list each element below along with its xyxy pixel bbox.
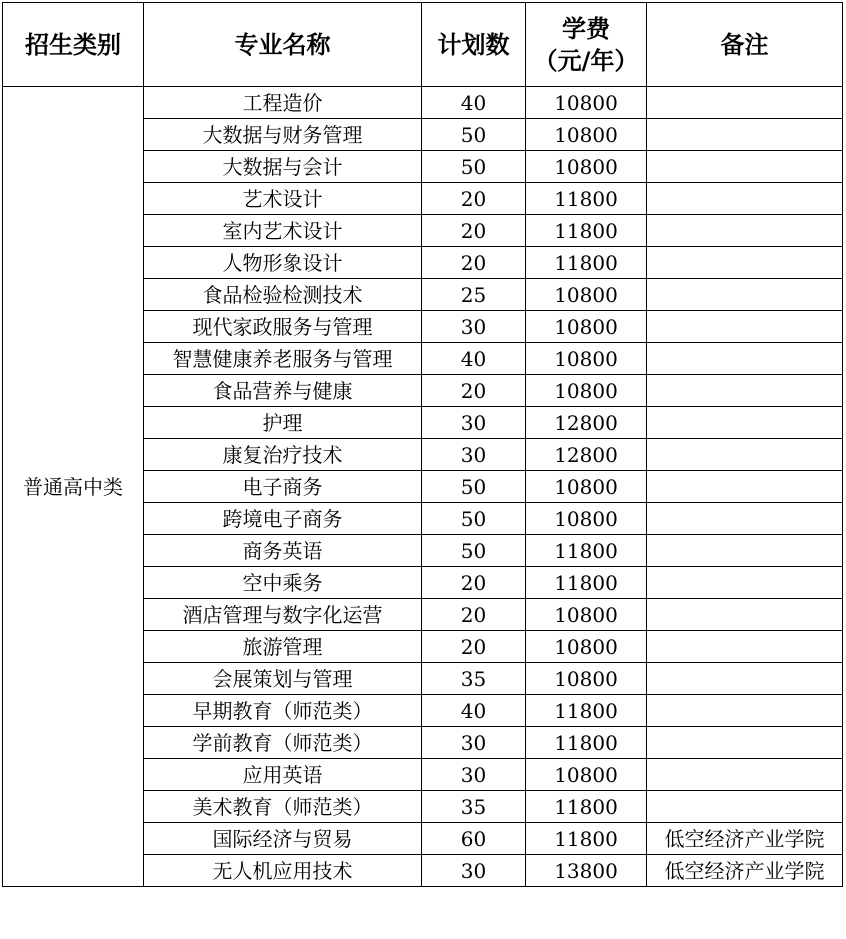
header-category: 招生类别: [3, 3, 144, 87]
major-cell: 国际经济与贸易: [144, 823, 422, 855]
note-cell: [647, 535, 843, 567]
tuition-fee-cell: 12800: [526, 439, 647, 471]
note-cell: [647, 375, 843, 407]
plan-count-cell: 40: [422, 343, 526, 375]
major-cell: 现代家政服务与管理: [144, 311, 422, 343]
major-cell: 跨境电子商务: [144, 503, 422, 535]
header-fee: [526, 3, 647, 87]
note-cell: [647, 183, 843, 215]
major-cell: 空中乘务: [144, 567, 422, 599]
plan-count-cell: 40: [422, 87, 526, 119]
note-cell: [647, 279, 843, 311]
major-cell: 学前教育（师范类）: [144, 727, 422, 759]
major-cell: 人物形象设计: [144, 247, 422, 279]
tuition-fee-cell: 11800: [526, 215, 647, 247]
tuition-fee-cell: 11800: [526, 247, 647, 279]
major-cell: 无人机应用技术: [144, 855, 422, 887]
major-cell: 护理: [144, 407, 422, 439]
major-cell: 早期教育（师范类）: [144, 695, 422, 727]
header-row: [3, 3, 843, 87]
note-cell: [647, 631, 843, 663]
header-plan: 计划数: [422, 3, 526, 87]
plan-count-cell: 30: [422, 759, 526, 791]
major-cell: 商务英语: [144, 535, 422, 567]
major-cell: 室内艺术设计: [144, 215, 422, 247]
note-cell: [647, 567, 843, 599]
tuition-fee-cell: 11800: [526, 791, 647, 823]
tuition-fee-cell: 10800: [526, 375, 647, 407]
plan-count-cell: 20: [422, 631, 526, 663]
table-body: [3, 87, 843, 887]
note-cell: [647, 87, 843, 119]
header-fee-line1: 学费: [562, 14, 610, 43]
tuition-fee-cell: 10800: [526, 279, 647, 311]
note-cell: [647, 247, 843, 279]
tuition-fee-cell: 10800: [526, 87, 647, 119]
tuition-fee-cell: 11800: [526, 727, 647, 759]
major-cell: 旅游管理: [144, 631, 422, 663]
tuition-fee-cell: 11800: [526, 823, 647, 855]
plan-count-cell: 35: [422, 663, 526, 695]
tuition-fee-cell: 10800: [526, 343, 647, 375]
plan-count-cell: 30: [422, 439, 526, 471]
note-cell: [647, 599, 843, 631]
major-cell: 食品检验检测技术: [144, 279, 422, 311]
major-cell: 美术教育（师范类）: [144, 791, 422, 823]
note-cell: [647, 215, 843, 247]
tuition-fee-cell: 10800: [526, 759, 647, 791]
plan-count-cell: 20: [422, 215, 526, 247]
note-cell: [647, 439, 843, 471]
note-cell: [647, 695, 843, 727]
tuition-fee-cell: 11800: [526, 183, 647, 215]
major-cell: 艺术设计: [144, 183, 422, 215]
plan-count-cell: 50: [422, 471, 526, 503]
table-row: [3, 87, 843, 119]
plan-count-cell: 20: [422, 599, 526, 631]
plan-count-cell: 20: [422, 375, 526, 407]
plan-count-cell: 25: [422, 279, 526, 311]
plan-count-cell: 60: [422, 823, 526, 855]
plan-count-cell: 50: [422, 503, 526, 535]
major-cell: 酒店管理与数字化运营: [144, 599, 422, 631]
tuition-fee-cell: 10800: [526, 119, 647, 151]
header-note: 备注: [647, 3, 843, 87]
major-cell: 会展策划与管理: [144, 663, 422, 695]
note-cell: [647, 407, 843, 439]
tuition-fee-cell: 10800: [526, 503, 647, 535]
note-cell: [647, 791, 843, 823]
header-fee-line2: （元/年）: [533, 46, 639, 75]
plan-count-cell: 50: [422, 151, 526, 183]
plan-count-cell: 30: [422, 855, 526, 887]
major-cell: 电子商务: [144, 471, 422, 503]
major-cell: 应用英语: [144, 759, 422, 791]
plan-count-cell: 30: [422, 727, 526, 759]
tuition-fee-cell: 10800: [526, 663, 647, 695]
note-cell: [647, 343, 843, 375]
plan-count-cell: 20: [422, 567, 526, 599]
major-cell: 食品营养与健康: [144, 375, 422, 407]
plan-count-cell: 50: [422, 535, 526, 567]
major-cell: 大数据与会计: [144, 151, 422, 183]
header-major: 专业名称: [144, 3, 422, 87]
tuition-fee-cell: 10800: [526, 311, 647, 343]
note-cell: 低空经济产业学院: [647, 855, 843, 887]
plan-count-cell: 40: [422, 695, 526, 727]
tuition-fee-cell: 11800: [526, 695, 647, 727]
tuition-fee-cell: 10800: [526, 599, 647, 631]
note-cell: [647, 471, 843, 503]
tuition-fee-cell: 12800: [526, 407, 647, 439]
note-cell: [647, 663, 843, 695]
plan-count-cell: 35: [422, 791, 526, 823]
plan-count-cell: 50: [422, 119, 526, 151]
plan-count-cell: 20: [422, 183, 526, 215]
tuition-fee-cell: 10800: [526, 151, 647, 183]
tuition-fee-cell: 10800: [526, 631, 647, 663]
note-cell: [647, 503, 843, 535]
note-cell: [647, 311, 843, 343]
table-header: [3, 3, 843, 87]
enrollment-plan-table: [2, 2, 843, 887]
note-cell: [647, 151, 843, 183]
major-cell: 康复治疗技术: [144, 439, 422, 471]
note-cell: [647, 727, 843, 759]
plan-count-cell: 30: [422, 311, 526, 343]
category-cell: 普通高中类: [3, 87, 144, 887]
note-cell: [647, 759, 843, 791]
major-cell: 智慧健康养老服务与管理: [144, 343, 422, 375]
tuition-fee-cell: 11800: [526, 535, 647, 567]
note-cell: [647, 119, 843, 151]
plan-count-cell: 20: [422, 247, 526, 279]
tuition-fee-cell: 13800: [526, 855, 647, 887]
tuition-fee-cell: 10800: [526, 471, 647, 503]
major-cell: 大数据与财务管理: [144, 119, 422, 151]
note-cell: 低空经济产业学院: [647, 823, 843, 855]
plan-count-cell: 30: [422, 407, 526, 439]
major-cell: 工程造价: [144, 87, 422, 119]
tuition-fee-cell: 11800: [526, 567, 647, 599]
